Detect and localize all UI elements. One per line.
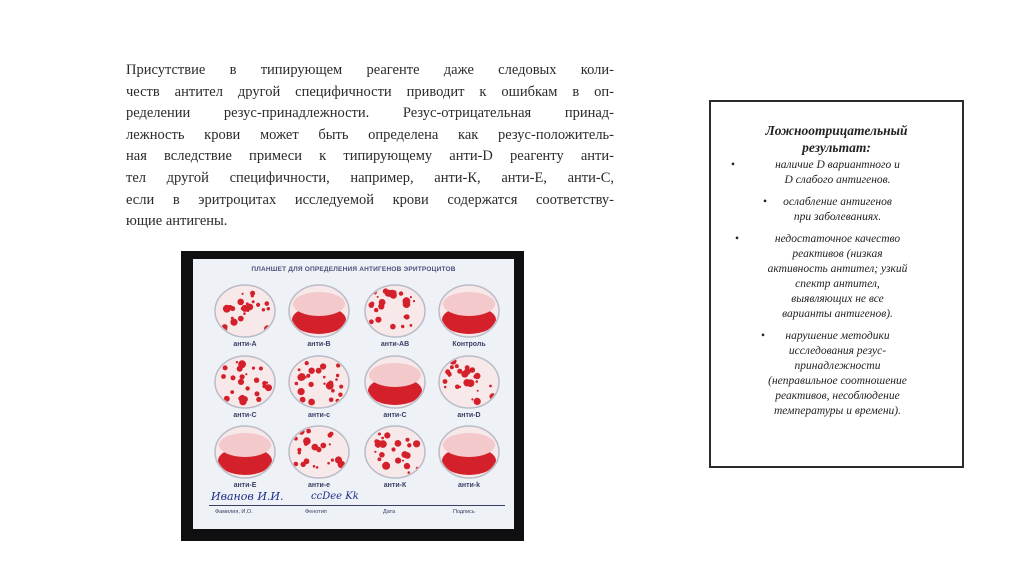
- box-item-line: наличие D вариантного и: [775, 159, 900, 171]
- plate-title: ПЛАНШЕТ ДЛЯ ОПРЕДЕЛЕНИЯ АНТИГЕНОВ ЭРИТРОЦИТОВ: [251, 266, 456, 273]
- box-item-line: исследования резус-: [788, 345, 887, 357]
- signature-label-date: Дата: [383, 509, 396, 515]
- well-icon: [437, 355, 501, 411]
- well-icon: [287, 284, 351, 340]
- well-label: анти-k: [457, 482, 481, 489]
- main-paragraph: [126, 60, 614, 233]
- handwritten-phenotype: ccDee Kk: [311, 491, 359, 502]
- well-icon: [363, 355, 427, 411]
- signature-line: [209, 505, 505, 506]
- test-plate: [193, 259, 514, 529]
- box-list-item: [723, 232, 952, 322]
- well: [437, 425, 501, 489]
- well-label: анти-с: [307, 412, 331, 419]
- well-icon: [213, 425, 277, 481]
- well: [287, 425, 351, 489]
- bullet-icon: •: [731, 159, 736, 171]
- well: [213, 425, 277, 489]
- box-item-line: при заболеваниях.: [793, 211, 882, 223]
- box-item-line: выявляющих не все: [791, 293, 884, 305]
- well: [363, 425, 427, 489]
- plate-photo: [181, 251, 524, 541]
- paragraph-line: тел другой специфичности, например, анти-К, анти-Е, анти-С,: [126, 169, 614, 186]
- well: [287, 355, 351, 419]
- well-icon: [363, 425, 427, 481]
- well-label: анти-Е: [233, 482, 257, 489]
- well: [437, 284, 501, 348]
- paragraph-line: ющие антигены.: [126, 213, 228, 230]
- paragraph-line: ная вследствие примеси к типирующему анти-D реагенту анти-: [126, 148, 614, 165]
- well-icon: [363, 284, 427, 340]
- well-label: анти-С: [233, 412, 257, 419]
- bullet-icon: •: [763, 196, 768, 208]
- signature-label-signature: Подпись: [453, 509, 475, 515]
- box-item-line: нарушение методики: [785, 330, 890, 342]
- paragraph-line: Присутствие в типирующем реагенте даже следовых коли-: [126, 62, 614, 78]
- bullet-icon: •: [761, 330, 766, 342]
- box-item-line: (неправильное соотношение: [768, 375, 907, 387]
- well: [287, 284, 351, 348]
- box-item-line: температуры и времени).: [774, 405, 901, 417]
- well-label: анти-К: [383, 482, 407, 489]
- handwritten-name: Иванов И.И.: [211, 490, 284, 503]
- well-icon: [437, 284, 501, 340]
- well: [363, 355, 427, 419]
- box-title: Ложноотрицательный результат:: [765, 123, 908, 155]
- box-item-line: активность антител; узкий: [767, 263, 908, 275]
- well-icon: [213, 355, 277, 411]
- paragraph-line: честв антител другой специфичности приводит к ошибкам в оп-: [126, 83, 614, 100]
- well: [213, 355, 277, 419]
- box-list-item: [723, 329, 952, 419]
- box-list-item: [723, 158, 952, 188]
- well-icon: [287, 355, 351, 411]
- well: [363, 284, 427, 348]
- well-label: Контроль: [452, 341, 486, 348]
- box-item-line: реактивов (низкая: [792, 248, 883, 260]
- box-item-line: варианты антигенов).: [782, 308, 893, 320]
- box-list: [723, 158, 952, 426]
- well-icon: [287, 425, 351, 481]
- false-negative-box: [709, 100, 964, 468]
- well: [437, 355, 501, 419]
- well: [213, 284, 277, 348]
- box-item-line: D слабого антигенов.: [784, 174, 891, 186]
- paragraph-line: ределении резус-принадлежности. Резус-отрицательная принад-: [126, 105, 614, 122]
- well-label: анти-е: [307, 482, 331, 489]
- signature-label-name: Фамилия, И.О.: [215, 509, 253, 515]
- box-item-line: спектр антител,: [795, 278, 880, 290]
- box-item-line: ослабление антигенов: [783, 196, 892, 208]
- box-item-line: реактивов, несоблюдение: [775, 390, 900, 402]
- box-item-line: недостаточное качество: [774, 233, 901, 245]
- bullet-icon: •: [735, 233, 740, 245]
- paragraph-line: лежность крови может быть определена как резус-положитель-: [126, 126, 614, 143]
- well-icon: [437, 425, 501, 481]
- well-label: анти-А: [233, 341, 257, 348]
- box-item-line: принадлежности: [794, 360, 881, 372]
- well-icon: [213, 284, 277, 340]
- box-list-item: [723, 195, 952, 225]
- paragraph-line: если в эритроцитах исследуемой крови содержатся соответству-: [126, 191, 614, 208]
- well-label: анти-D: [457, 412, 481, 419]
- signature-label-phenotype: Фенотип: [305, 509, 327, 515]
- well-label: анти-АВ: [380, 341, 410, 348]
- well-label: анти-В: [307, 341, 331, 348]
- well-label: анти-С: [383, 412, 407, 419]
